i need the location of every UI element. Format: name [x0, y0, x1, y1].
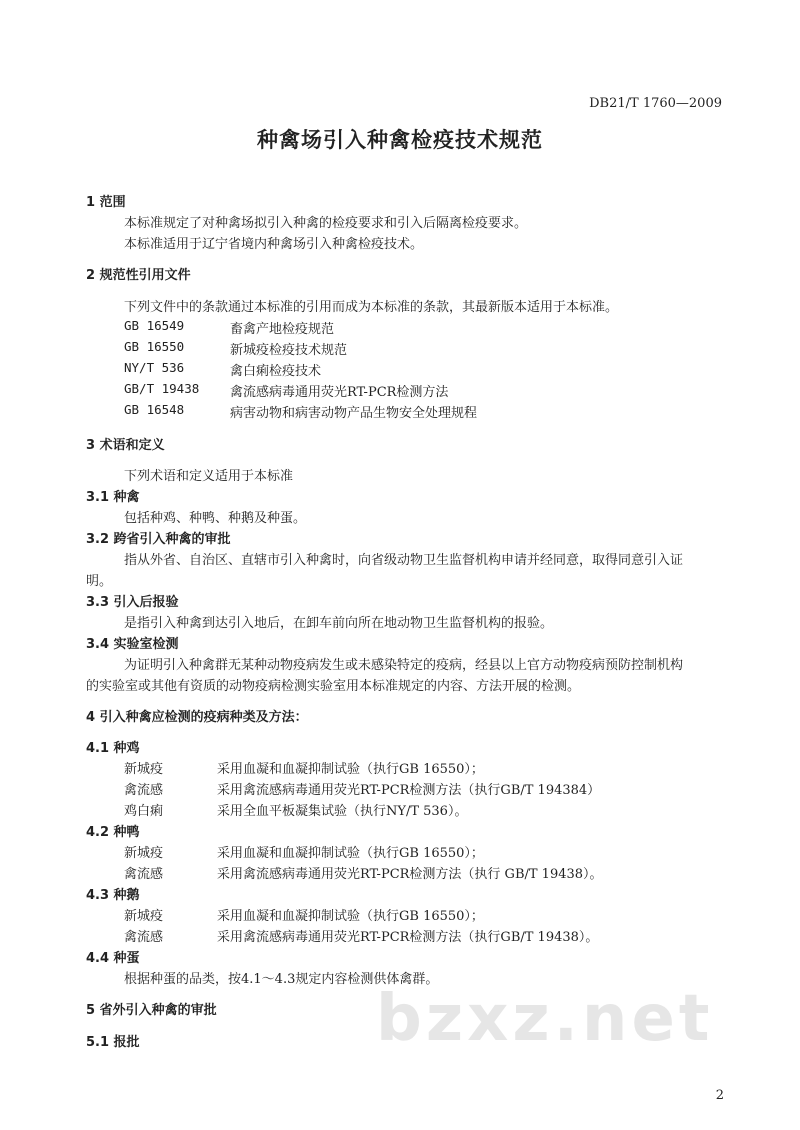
disease-name: 禽流感 [124, 930, 164, 945]
subsection-4-2-heading: 4.2 种鸭 [86, 825, 140, 840]
document-number: DB21/T 1760—2009 [589, 96, 722, 111]
section-3-heading: 3 术语和定义 [86, 438, 165, 453]
term-3-2-text-cont: 明。 [86, 574, 113, 589]
test-method: 采用血凝和血凝抑制试验（执行GB 16550）； [217, 909, 484, 924]
section-1-heading: 1 范围 [86, 195, 126, 210]
term-3-2-text: 指从外省、自治区、直辖市引入种禽时，向省级动物卫生监督机构申请并经同意，取得同意引入证 [124, 553, 684, 568]
reference-code: GB 16550 [124, 339, 185, 354]
test-method: 采用血凝和血凝抑制试验（执行GB 16550）； [217, 762, 484, 777]
disease-name: 禽流感 [124, 867, 164, 882]
section-1-paragraph: 本标准适用于辽宁省境内种禽场引入种禽检疫技术。 [124, 237, 424, 252]
term-3-1-heading: 3.1 种禽 [86, 490, 140, 505]
test-method: 采用禽流感病毒通用荧光RT-PCR检测方法（执行 GB/T 19438）。 [217, 867, 603, 882]
term-3-3-text: 是指引入种禽到达引入地后，在卸车前向所在地动物卫生监督机构的报验。 [124, 616, 554, 631]
disease-name: 新城疫 [124, 846, 164, 861]
reference-code: NY/T 536 [124, 360, 185, 375]
section-5-heading: 5 省外引入种禽的审批 [86, 1003, 217, 1018]
subsection-4-3-heading: 4.3 种鹅 [86, 888, 140, 903]
term-3-1-text: 包括种鸡、种鸭、种鹅及种蛋。 [124, 511, 307, 526]
term-3-4-text: 为证明引入种禽群无某种动物疫病发生或未感染特定的疫病，经县以上官方动物疫病预防控制机构 [124, 658, 684, 673]
test-method: 采用血凝和血凝抑制试验（执行GB 16550）； [217, 846, 484, 861]
page-number: 2 [715, 1088, 724, 1103]
watermark: bzxz.net [376, 982, 714, 1056]
subsection-4-4-text: 根据种蛋的品类，按4.1～4.3规定内容检测供体禽群。 [124, 972, 439, 987]
subsection-5-1-heading: 5.1 报批 [86, 1035, 140, 1050]
disease-name: 禽流感 [124, 783, 164, 798]
section-2-heading: 2 规范性引用文件 [86, 268, 191, 283]
disease-name: 新城疫 [124, 909, 164, 924]
document-title: 种禽场引入种禽检疫技术规范 [257, 128, 543, 152]
term-3-4-text-cont: 的实验室或其他有资质的动物疫病检测实验室用本标准规定的内容、方法开展的检测。 [86, 679, 581, 694]
section-2-intro: 下列文件中的条款通过本标准的引用而成为本标准的条款，其最新版本适用于本标准。 [124, 300, 619, 315]
subsection-4-1-heading: 4.1 种鸡 [86, 741, 140, 756]
term-3-4-heading: 3.4 实验室检测 [86, 637, 179, 652]
test-method: 采用全血平板凝集试验（执行NY/T 536）。 [217, 804, 468, 819]
reference-code: GB/T 19438 [124, 381, 200, 396]
section-4-heading: 4 引入种禽应检测的疫病种类及方法： [86, 710, 308, 725]
disease-name: 新城疫 [124, 762, 164, 777]
reference-name: 禽流感病毒通用荧光RT-PCR检测方法 [230, 385, 449, 400]
reference-name: 禽白痢检疫技术 [230, 364, 322, 379]
term-3-3-heading: 3.3 引入后报验 [86, 595, 179, 610]
reference-name: 新城疫检疫技术规范 [230, 343, 348, 358]
test-method: 采用禽流感病毒通用荧光RT-PCR检测方法（执行GB/T 19438）。 [217, 930, 599, 945]
disease-name: 鸡白痢 [124, 804, 164, 819]
section-3-intro: 下列术语和定义适用于本标准 [124, 469, 294, 484]
subsection-4-4-heading: 4.4 种蛋 [86, 951, 140, 966]
reference-name: 畜禽产地检疫规范 [230, 322, 335, 337]
reference-code: GB 16548 [124, 402, 185, 417]
reference-name: 病害动物和病害动物产品生物安全处理规程 [230, 406, 478, 421]
term-3-2-heading: 3.2 跨省引入种禽的审批 [86, 532, 231, 547]
section-1-paragraph: 本标准规定了对种禽场拟引入种禽的检疫要求和引入后隔离检疫要求。 [124, 216, 528, 231]
test-method: 采用禽流感病毒通用荧光RT-PCR检测方法（执行GB/T 194384） [217, 783, 601, 798]
reference-code: GB 16549 [124, 318, 185, 333]
